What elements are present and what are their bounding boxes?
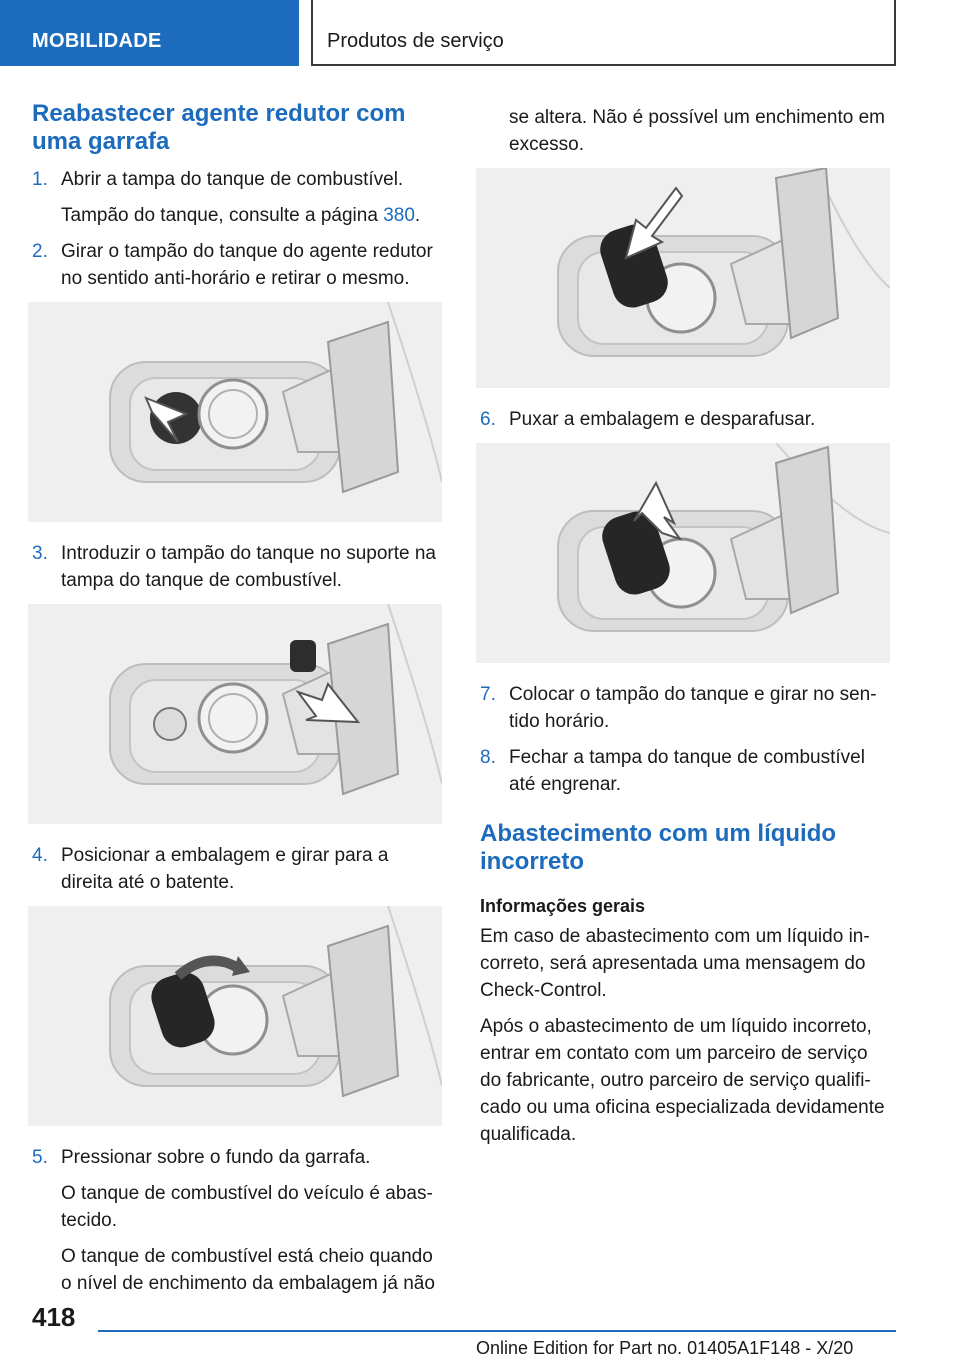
section-title: MOBILIDADE <box>32 30 162 52</box>
paragraph-contact-service: Após o abastecimento de um líquido incorreto, entrar em contato com um parceiro de serviço do fabricante, outro parceiro de serviço qualifi-cado ou uma oficina especializada devidamente qualificada. <box>480 1016 885 1145</box>
step-number: 3. <box>32 543 48 564</box>
step-5-note-2: O tanque de combustível está cheio quando o nível de enchimento da embalagem já não <box>61 1246 435 1294</box>
step-1 <box>32 166 444 193</box>
figure-position-bottle <box>28 906 442 1126</box>
chapter-tab <box>311 0 896 66</box>
step-number: 6. <box>480 409 496 430</box>
figure-remove-cap <box>28 302 442 522</box>
edition-note: Online Edition for Part no. 01405A1F148 - X/20 <box>476 1338 854 1358</box>
section-tab <box>0 0 299 66</box>
step-text: Girar o tampão do tanque do agente redutor no sentido anti-horário e retirar o mesmo. <box>61 241 433 289</box>
step-4 <box>32 842 444 896</box>
step-number: 1. <box>32 169 48 190</box>
section-heading-refill: Reabastecer agente redutor com uma garrafa <box>32 100 406 155</box>
left-column <box>32 100 444 1306</box>
page-header <box>0 0 960 66</box>
continued-text: se altera. Não é possível um enchimento em excesso. <box>509 107 885 155</box>
chapter-title: Produtos de serviço <box>327 30 504 52</box>
step-text: Posicionar a embalagem e girar para a direita até o batente. <box>61 845 389 893</box>
step-text: Pressionar sobre o fundo da garrafa. <box>61 1147 371 1168</box>
step-5 <box>32 1144 444 1171</box>
footer-divider <box>98 1330 896 1332</box>
right-column <box>480 100 892 1157</box>
step-6 <box>480 406 892 433</box>
step-2 <box>32 238 444 292</box>
step-number: 2. <box>32 241 48 262</box>
page-reference-link[interactable]: 380 <box>383 205 415 226</box>
step-number: 7. <box>480 684 496 705</box>
section-heading-wrong-fluid: Abastecimento com um líquido incorreto <box>480 820 837 875</box>
step-1-note <box>32 202 444 229</box>
figure-insert-cap-holder <box>28 604 442 824</box>
figure-pull-bottle <box>476 443 890 663</box>
step-text: Puxar a embalagem e desparafusar. <box>509 409 816 430</box>
step-5-note-1: O tanque de combustível do veículo é abas-tecido. <box>61 1183 433 1231</box>
note-text: Tampão do tanque, consulte a página <box>61 205 384 226</box>
step-text: Fechar a tampa do tanque de combustível até engrenar. <box>509 747 865 795</box>
step-8 <box>480 744 892 798</box>
figure-press-bottle <box>476 168 890 388</box>
step-7 <box>480 681 892 735</box>
step-number: 4. <box>32 845 48 866</box>
step-text: Introduzir o tampão do tanque no suporte na tampa do tanque de combustível. <box>61 543 436 591</box>
step-text: Abrir a tampa do tanque de combustível. <box>61 169 404 190</box>
step-text: Colocar o tampão do tanque e girar no sen-tido horário. <box>509 684 877 732</box>
subheading-general-info: Informações gerais <box>480 896 646 916</box>
step-number: 8. <box>480 747 496 768</box>
paragraph-check-control: Em caso de abastecimento com um líquido in-correto, será apresentada uma mensagem do Check-Control. <box>480 926 870 1001</box>
step-number: 5. <box>32 1147 48 1168</box>
note-suffix: . <box>414 205 421 226</box>
step-3 <box>32 540 444 594</box>
page-number: 418 <box>32 1302 76 1332</box>
